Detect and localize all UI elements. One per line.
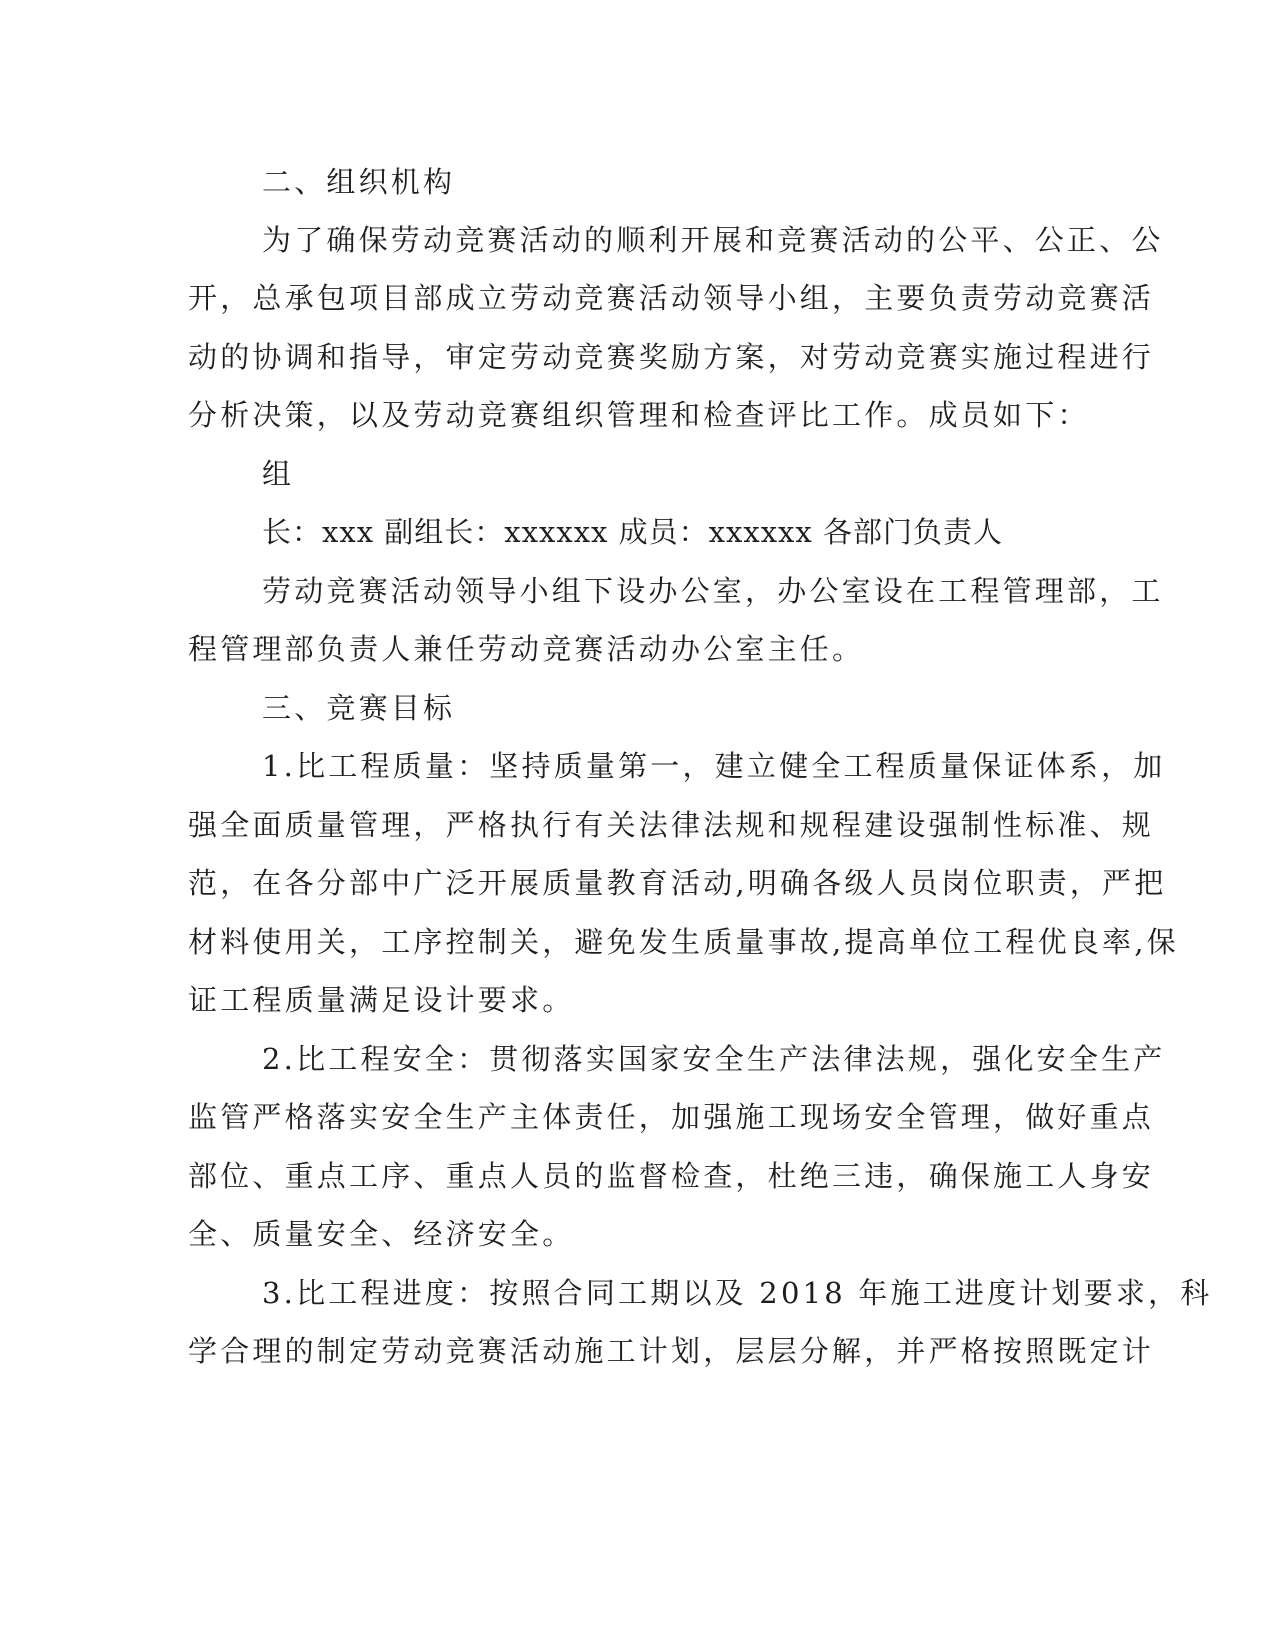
paragraph-line: 部位、重点工序、重点人员的监督检查，杜绝三违，确保施工人身安: [188, 1159, 1155, 1193]
paragraph-line: 监管严格落实安全生产主体责任，加强施工现场安全管理，做好重点: [188, 1100, 1155, 1134]
paragraph-line: 全、质量安全、经济安全。: [188, 1217, 575, 1251]
paragraph-line: 2.比工程安全：贯彻落实国家安全生产法律法规，强化安全生产: [262, 1042, 1166, 1076]
paragraph-line: 分析决策，以及劳动竞赛组织管理和检查评比工作。成员如下：: [188, 398, 1090, 432]
section-heading-organization: 二、组织机构: [262, 165, 456, 199]
paragraph-line: 3.比工程进度：按照合同工期以及 2018 年施工进度计划要求，科: [262, 1276, 1213, 1310]
paragraph-line: 程管理部负责人兼任劳动竞赛活动办公室主任。: [188, 632, 865, 666]
paragraph-line: 动的协调和指导，审定劳动竞赛奖励方案，对劳动竞赛实施过程进行: [188, 340, 1155, 374]
paragraph-line: 强全面质量管理，严格执行有关法律法规和规程建设强制性标准、规: [188, 808, 1155, 842]
members-line: 长：xxx 副组长：xxxxxx 成员：xxxxxx 各部门负责人: [262, 515, 1003, 549]
paragraph-line: 学合理的制定劳动竞赛活动施工计划，层层分解，并严格按照既定计: [188, 1334, 1155, 1368]
paragraph-line: 组: [262, 457, 295, 491]
paragraph-line: 范，在各分部中广泛开展质量教育活动,明确各级人员岗位职责，严把: [188, 866, 1167, 900]
paragraph-line: 证工程质量满足设计要求。: [188, 983, 575, 1017]
paragraph-line: 开，总承包项目部成立劳动竞赛活动领导小组，主要负责劳动竞赛活: [188, 281, 1155, 315]
paragraph-line: 1.比工程质量：坚持质量第一，建立健全工程质量保证体系，加: [262, 749, 1166, 783]
paragraph-line: 劳动竞赛活动领导小组下设办公室，办公室设在工程管理部，工: [262, 574, 1164, 608]
paragraph-line: 材料使用关，工序控制关，避免发生质量事故,提高单位工程优良率,保: [188, 925, 1179, 959]
paragraph-line: 为了确保劳动竞赛活动的顺利开展和竞赛活动的公平、公正、公: [262, 223, 1164, 257]
section-heading-goals: 三、竞赛目标: [262, 691, 456, 725]
